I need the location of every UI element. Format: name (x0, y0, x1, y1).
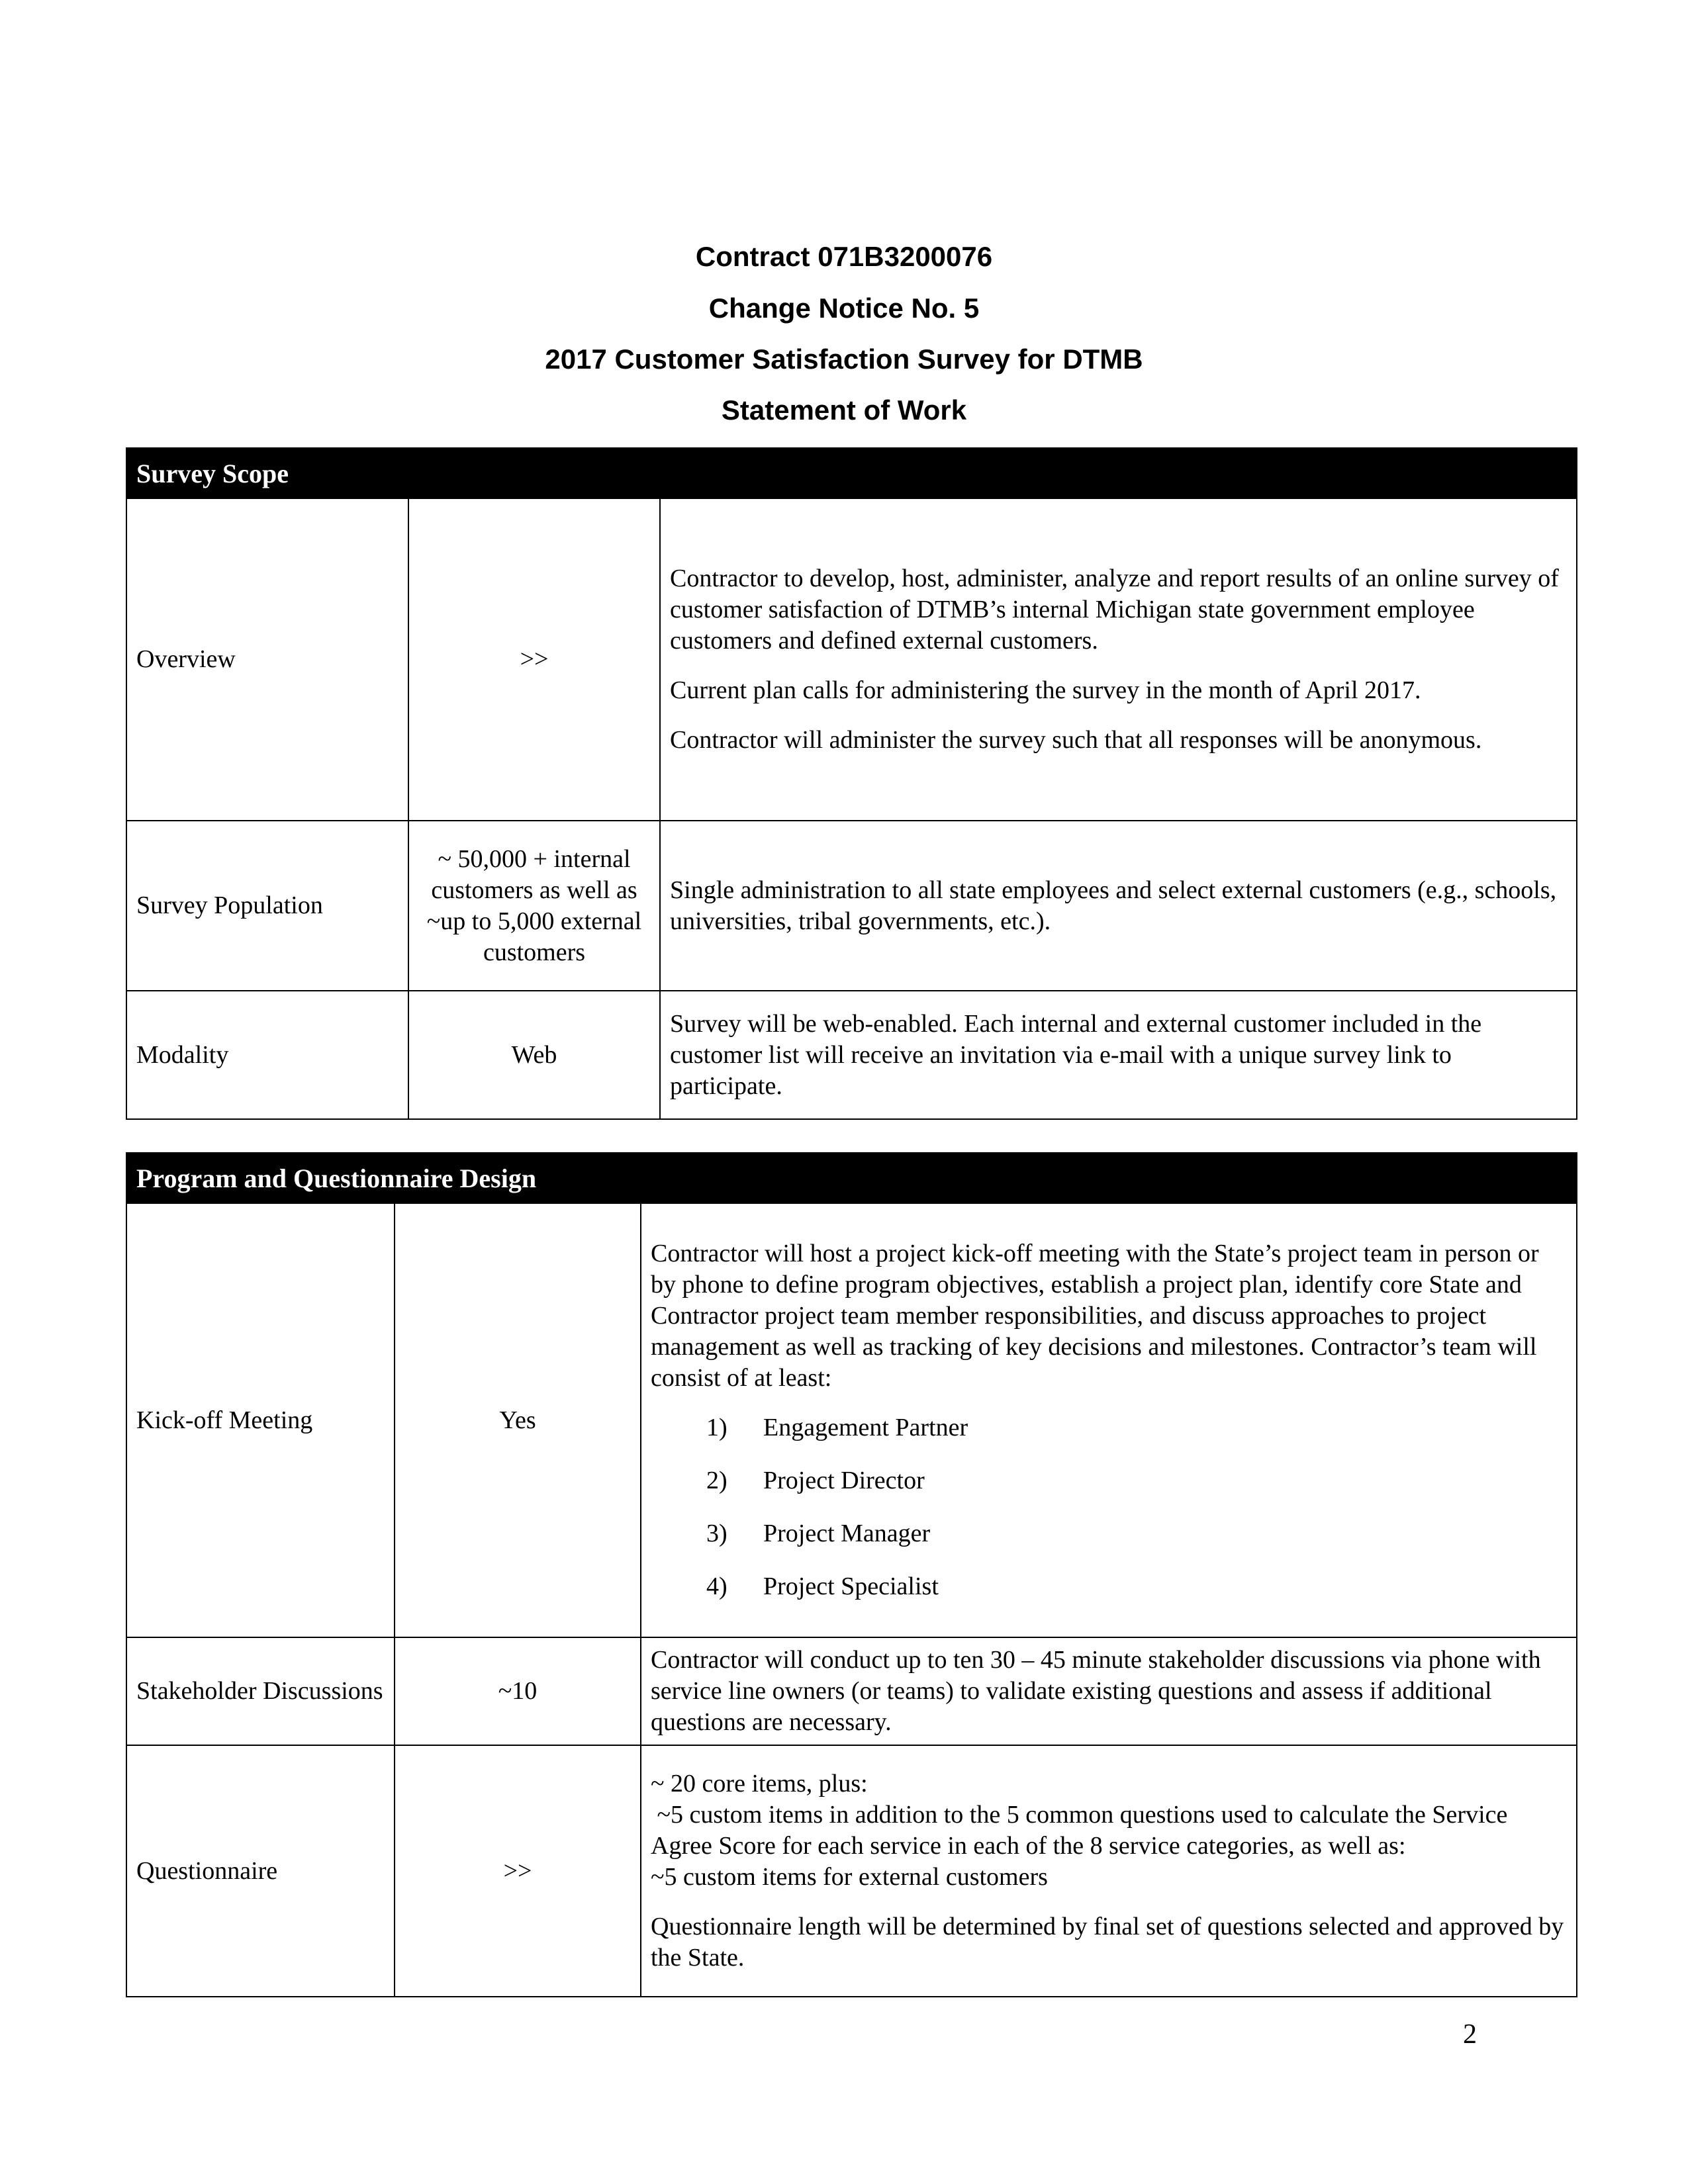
list-item: 2) Project Director (706, 1467, 925, 1494)
list-item: 3) Project Manager (706, 1520, 931, 1547)
table-row (126, 1203, 1577, 1637)
table-row (126, 498, 1577, 821)
paragraph: Contractor will administer the survey such that all responses will be anonymous. (670, 726, 1482, 754)
contract-number: Contract 071B3200076 (695, 241, 993, 272)
paragraph: Contractor will host a project kick-off meeting with the State’s project team in person or by phone to define program objectives, establish a project plan, identify core State and Contractor project team member responsibilities, and discuss approaches to project management as well as tracking of key decisions and milestones. Contractor’s team will consist of at least: (651, 1240, 1539, 1392)
row-label: Kick-off Meeting (126, 1203, 395, 1637)
section-header: Survey Scope (126, 448, 1577, 498)
row-label: Overview (126, 498, 408, 821)
paragraph: Single administration to all state employees and select external customers (e.g., schools, universities, tribal governments, etc.). (670, 876, 1557, 935)
section-header: Program and Questionnaire Design (126, 1153, 1577, 1203)
row-description (660, 498, 1577, 821)
document-title: 2017 Customer Satisfaction Survey for DTMB (545, 343, 1143, 375)
text-line: ~5 custom items for external customers (651, 1863, 1048, 1891)
row-value: Yes (395, 1203, 641, 1637)
change-notice: Change Notice No. 5 (708, 293, 980, 324)
row-value: ~10 (395, 1637, 641, 1745)
list-item: 4) Project Specialist (706, 1572, 939, 1600)
text-line: ~5 custom items in addition to the 5 common questions used to calculate the Service Agree Score for each service in each of the 8 service categories, as well as: (651, 1801, 1513, 1860)
row-description (641, 1637, 1577, 1745)
row-value: >> (408, 498, 660, 821)
table-row (126, 821, 1577, 991)
page-number: 2 (1463, 2019, 1477, 2050)
row-value: ~ 50,000 + internal customers as well as ~up to 5,000 external customers (408, 821, 660, 991)
program-design-table (126, 1152, 1577, 1997)
team-list (651, 1412, 1567, 1602)
paragraph: Survey will be web-enabled. Each internal and external customer included in the customer list will receive an invitation via e-mail with a unique survey link to participate. (670, 1009, 1482, 1100)
row-value: >> (395, 1745, 641, 1997)
row-description (660, 821, 1577, 991)
row-description (641, 1203, 1577, 1637)
row-description (641, 1745, 1577, 1997)
paragraph: Current plan calls for administering the survey in the month of April 2017. (670, 676, 1421, 704)
row-description (660, 991, 1577, 1119)
paragraph: Contractor will conduct up to ten 30 – 45 minute stakeholder discussions via phone with service line owners (or teams) to validate existing questions and assess if additional questions are necessary. (651, 1646, 1541, 1736)
table-row (126, 1745, 1577, 1997)
row-value: Web (408, 991, 660, 1119)
row-label: Modality (126, 991, 408, 1119)
table-row (126, 991, 1577, 1119)
row-label: Stakeholder Discussions (126, 1637, 395, 1745)
document-subtitle: Statement of Work (721, 394, 967, 426)
list-item: 1) Engagement Partner (706, 1414, 968, 1441)
row-label: Survey Population (126, 821, 408, 991)
paragraph: Contractor to develop, host, administer, analyze and report results of an online survey of customer satisfaction of DTMB’s internal Michigan state government employee customers and defined external customers. (670, 565, 1559, 655)
paragraph: Questionnaire length will be determined by final set of questions selected and approved by the State. (651, 1913, 1564, 1972)
table-row (126, 1637, 1577, 1745)
row-label: Questionnaire (126, 1745, 395, 1997)
text-line: ~ 20 core items, plus: (651, 1770, 868, 1797)
survey-scope-table (126, 447, 1577, 1120)
